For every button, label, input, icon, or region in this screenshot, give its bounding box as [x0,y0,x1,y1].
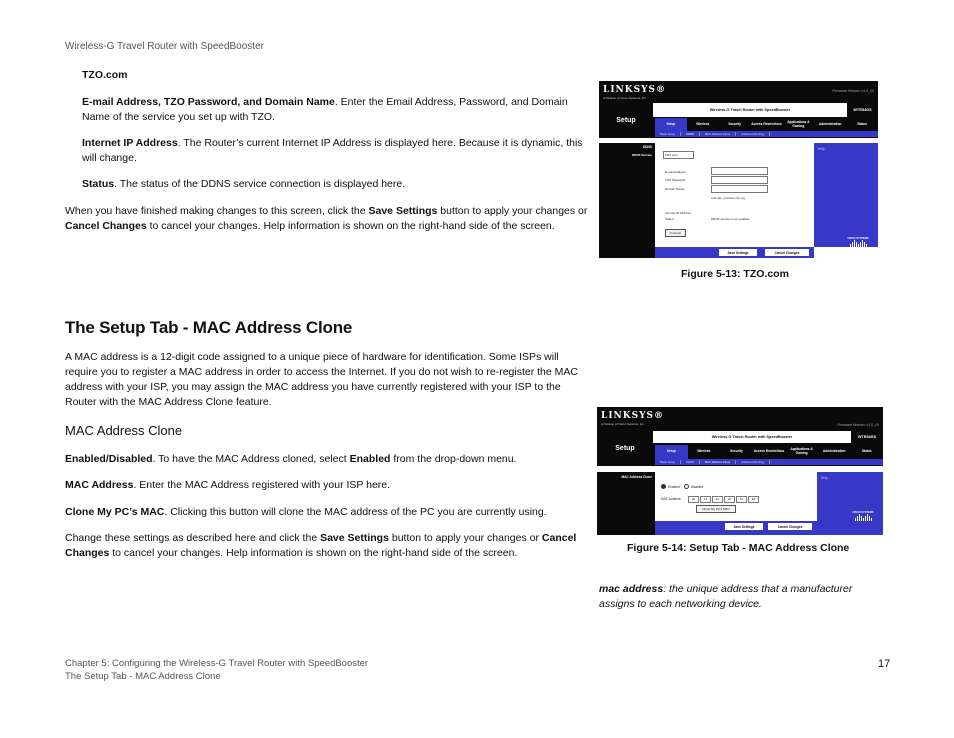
fig1-label-password: TZO Password: [665,178,686,182]
fig1-cancel-changes-button[interactable]: Cancel Changes [765,249,809,256]
fig1-password-input[interactable] [711,176,768,184]
tzo-heading: TZO.com [82,69,128,81]
term-enabled: Enabled [349,453,391,465]
term-clone-my-pc: Clone My PC’s MAC [65,506,165,518]
fig1-subtab-ddns[interactable]: DDNS [681,132,700,136]
fig2-help-link[interactable]: Help... [821,476,831,480]
mac-p3-text: . Clicking this button will clone the MAC address of the PC you are currently using. [164,506,547,518]
fig2-linksys-logo: LINKSYS® [601,411,665,421]
fig2-tab-wireless[interactable]: Wireless [697,449,711,454]
tzo-p4-d: to cancel your changes. Help information is shown on the right-hand side of the screen. [146,220,555,232]
term-status: Status [82,178,115,190]
fig1-label-status: Status: [665,217,675,221]
fig2-subtab-basic[interactable]: Basic Setup [655,460,681,464]
fig2-mac-octet-3[interactable]: 6C [712,496,723,503]
fig2-radio-enabled[interactable] [661,484,666,489]
running-header: Wireless-G Travel Router with SpeedBooster [65,41,264,52]
fig2-product-name: Wireless-G Travel Router with SpeedBooster [653,431,851,443]
page-number: 17 [878,658,891,670]
fig1-tab-applications[interactable]: Applications & Gaming [787,119,810,128]
term-cancel-changes-2: Cancel Changes [65,532,577,559]
mac-paragraph-enabled [65,452,589,467]
fig2-section-setup: Setup [597,431,653,466]
term-save-settings-2: Save Settings [320,532,389,544]
fig2-sub-tabs [655,459,883,465]
glossary-term: mac address [599,583,664,595]
mac-paragraph-address [65,478,589,493]
fig1-label-internet-ip: Internet IP Address: [665,211,692,215]
fig2-clone-my-pc-button[interactable]: Clone My PC's MAC [696,505,736,513]
fig2-tab-administration[interactable]: Administration [822,449,846,454]
fig1-tab-setup[interactable]: Setup [655,118,687,131]
term-internet-ip: Internet IP Address [82,137,178,149]
fig2-main-tabs [655,445,883,459]
fig2-mac-octet-2[interactable]: 14 [700,496,711,503]
fig2-help-column [817,472,883,535]
fig2-tab-status[interactable]: Status [861,449,872,454]
fig2-cisco-text: CISCO SYSTEMS [852,511,874,514]
fig2-mac-octet-1[interactable]: 00 [688,496,699,503]
fig2-model: WTR54GS [851,431,883,443]
tzo-p2-text: . The Router’s current Internet IP Address is displayed here. Because it is dynamic, this will change. [82,137,583,164]
mac-p4-a: Change these settings as described here and click the [65,532,321,544]
fig1-example-text: example: yourname.tzo.org [711,196,745,200]
fig2-mac-octet-5[interactable]: 61 [736,496,747,503]
tzo-paragraph-save [65,204,589,234]
fig1-email-input[interactable] [711,167,768,175]
fig2-label-mac-address: MAC Address: [661,497,682,501]
figure-caption-mac-clone: Figure 5-14: Setup Tab - MAC Address Clone [627,542,850,554]
fig1-label-domain: Domain Name: [665,187,686,191]
mac-p4-d: to cancel your changes. Help information is shown on the right-hand side of the screen. [109,547,518,559]
fig1-subtab-basic[interactable]: Basic Setup [655,132,681,136]
mac-p1-b: from the drop-down menu. [390,453,517,465]
fig2-cancel-changes-button[interactable]: Cancel Changes [768,523,812,530]
fig1-cisco-logo [843,237,873,247]
mac-p2-text: . Enter the MAC Address registered with your ISP here. [133,479,391,491]
mac-paragraph-clone [65,505,589,520]
mac-intro-paragraph: A MAC address is a 12-digit code assigned to a unique piece of hardware for identification. Some ISPs will require you to register a MAC address in order to access the Internet. If you do not wish to re-register the MAC address with your ISP, you may assign the MAC address you have currently registered with your ISP to the Router with the MAC Address Clone feature. [65,351,578,408]
fig1-subtab-routing[interactable]: Advanced Routing [736,132,770,136]
fig1-status-value: DDNS service is not enabled [711,217,750,221]
fig1-tab-administration[interactable]: Administration [818,121,842,126]
fig1-tab-status[interactable]: Status [857,121,867,126]
tzo-p4-c: button to apply your changes or [437,205,588,217]
mac-p4-c: button to apply your changes or [388,532,542,544]
tzo-paragraph-credentials [82,95,587,125]
fig2-subtab-mac[interactable]: MAC Address Clone [700,460,736,464]
tzo-p1-text: . Enter the Email Address, Password, and Domain Name of the service you set up with TZO. [82,96,568,123]
term-save-settings: Save Settings [368,205,438,217]
tzo-p4-a: When you have finished making changes to this screen, click the [65,205,369,217]
fig2-cisco-bars-icon [848,514,878,521]
term-credentials: E-mail Address, TZO Password, and Domain Name [82,96,335,108]
fig1-label-ddns-service: DDNS Service [631,153,652,157]
fig2-tab-setup[interactable]: Setup [655,445,688,459]
fig1-cisco-bars-icon [843,240,873,247]
figure-caption-tzo: Figure 5-13: TZO.com [681,268,789,280]
term-enabled-disabled: Enabled/Disabled [65,453,153,465]
fig1-tab-access[interactable]: Access Restrictions [751,121,782,126]
fig1-domain-input[interactable] [711,185,768,193]
fig1-cisco-text: CISCO SYSTEMS [847,237,869,240]
fig2-enable-radios [661,484,703,489]
tzo-p3-text: . The status of the DDNS service connection is displayed here. [114,178,406,190]
fig2-cisco-logo [848,511,878,521]
footer-chapter: Chapter 5: Configuring the Wireless-G Travel Router with SpeedBooster [65,658,369,669]
fig2-tab-security[interactable]: Security [730,449,743,454]
fig1-sub-tabs [655,131,878,137]
glossary-note [599,582,859,612]
fig2-radio-enabled-label: Enabled [668,484,680,489]
fig2-label-mac-clone: MAC Address Clone [621,475,652,479]
mac-paragraph-save [65,531,589,561]
tzo-paragraph-status [82,177,587,192]
fig2-mac-octet-4[interactable]: 26 [724,496,735,503]
fig1-save-settings-button[interactable]: Save Settings [719,249,757,256]
section-heading-mac-clone: The Setup Tab - MAC Address Clone [65,318,353,337]
term-mac-address: MAC Address [65,479,134,491]
fig1-connect-button[interactable]: Connect [665,229,686,237]
fig1-label-email: E-mail Address: [665,170,687,174]
fig2-tab-applications[interactable]: Applications & Gaming [790,447,813,455]
figure-tzo-screenshot [599,81,878,258]
fig1-logo-subtitle: A Division of Cisco Systems, Inc. [603,96,647,100]
fig1-help-column [814,143,878,247]
fig1-section-setup: Setup [599,103,653,138]
fig1-label-ddns: DDNS [642,145,652,149]
fig2-logo-subtitle: A Division of Cisco Systems, Inc. [601,422,645,426]
fig2-left-column [597,472,655,535]
fig1-product-name: Wireless-G Travel Router with SpeedBooster [653,103,847,117]
fig2-subtab-ddns[interactable]: DDNS [681,460,700,464]
glossary-definition: : the unique address that a manufacturer assigns to each networking device. [599,583,853,610]
fig1-left-column [599,143,655,258]
fig2-subtab-routing[interactable]: Advanced Routing [736,460,770,464]
fig1-linksys-logo: LINKSYS® [603,85,667,95]
fig1-model: WTR54GS [847,103,878,117]
fig1-tab-wireless[interactable]: Wireless [696,121,710,126]
fig1-firmware-version: Firmware Version: v1.0_00 [832,89,874,93]
tzo-paragraph-ip [82,136,587,166]
fig1-tab-security[interactable]: Security [728,121,741,126]
fig2-firmware-version: Firmware Version: v1.0_00 [837,423,879,427]
footer-section: The Setup Tab - MAC Address Clone [65,671,221,682]
mac-p1-a: . To have the MAC Address cloned, select [152,453,350,465]
term-cancel-changes: Cancel Changes [65,220,147,232]
fig2-save-settings-button[interactable]: Save Settings [725,523,763,530]
fig2-radio-disabled-label: Disabled [690,484,704,489]
fig1-help-link[interactable]: Help... [818,147,828,151]
mac-subheading: MAC Address Clone [65,423,183,438]
fig2-tab-access[interactable]: Access Restrictions [753,449,785,454]
fig2-mac-octet-6[interactable]: E9 [748,496,759,503]
fig1-main-tabs [655,118,878,131]
fig2-radio-disabled[interactable] [684,484,689,489]
fig1-service-select[interactable]: TZO.com [663,151,694,159]
figure-mac-clone-screenshot [597,407,883,535]
fig1-subtab-mac[interactable]: MAC Address Clone [700,132,736,136]
footer [65,657,368,683]
